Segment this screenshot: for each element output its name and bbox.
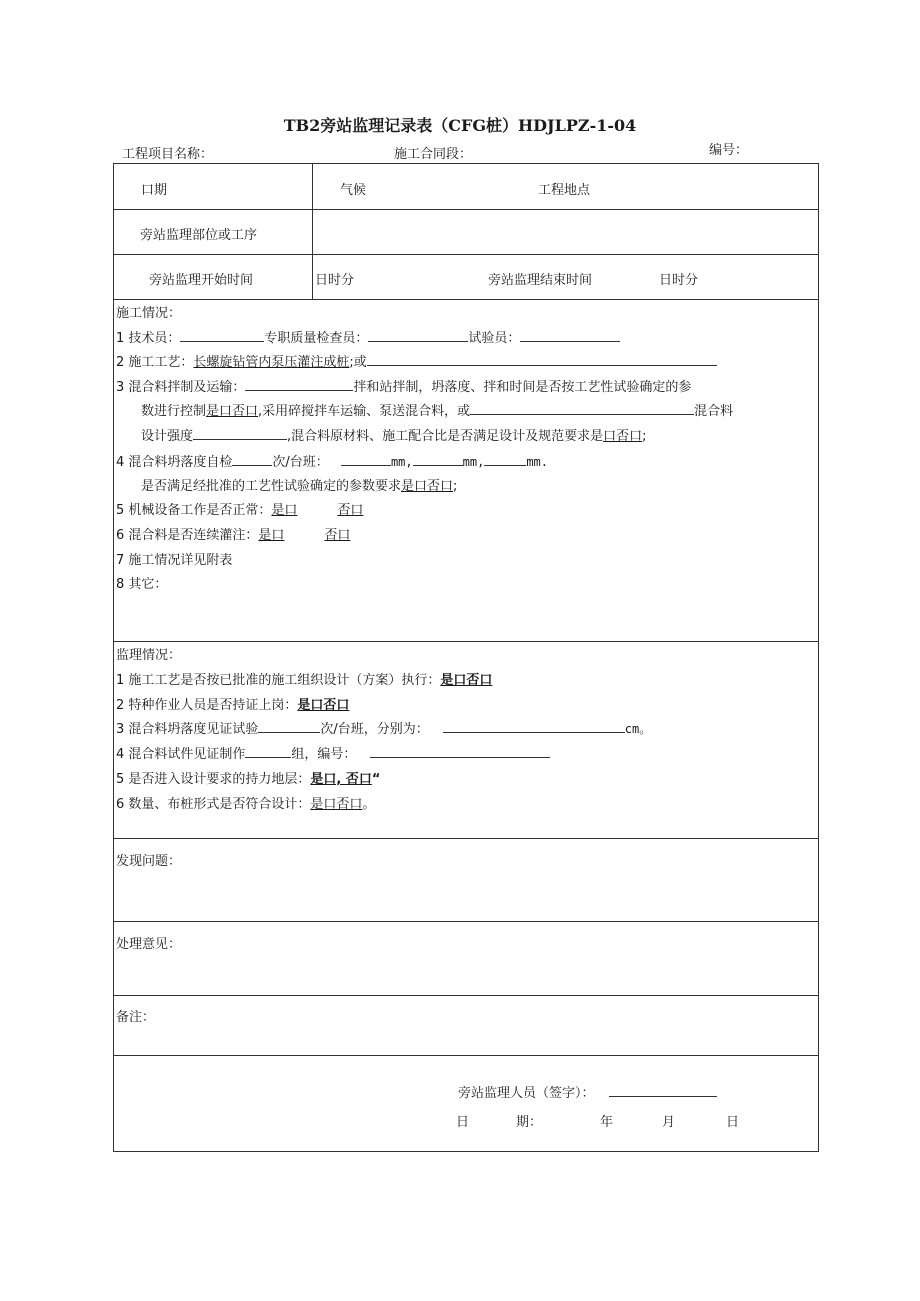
row-divider	[113, 299, 819, 300]
construction-line-3: 3 混合料拌制及运输： 拌和站拌制，坍落度、拌和时间是否按工艺性试验确定的参	[116, 376, 691, 395]
row-divider	[113, 641, 819, 642]
construction-line-2: 2 施工工艺：长螺旋钻管内泵压灌注成桩;或	[116, 351, 717, 370]
problems-label: 发现问题：	[116, 854, 182, 869]
construction-line-4: 数进行控制是口否口,采用碎搅拌车运输、泵送混合料，或 混合料	[141, 400, 733, 419]
signature-day: 日	[726, 1115, 740, 1130]
record-table	[113, 163, 819, 1152]
row-divider	[113, 209, 819, 210]
start-time-value: 日时分	[315, 273, 355, 288]
opinion-label: 处理意见：	[116, 937, 182, 952]
start-time-label: 旁站监理开始时间	[149, 273, 254, 288]
signature-date-char-1: 日	[456, 1115, 470, 1130]
row-divider	[113, 995, 819, 996]
page-title: TB2旁站监理记录表（CFG桩）HDJLPZ-1-04	[283, 116, 637, 135]
construction-line-8: 5 机械设备工作是否正常：是口 否口	[116, 503, 364, 518]
supervision-line-2: 2 特种作业人员是否持证上岗：是口否口	[116, 698, 350, 713]
end-time-value: 日时分	[659, 273, 699, 288]
construction-line-6: 4 混合料坍落度自检 次/台班： mm, mm, mm.	[116, 451, 548, 470]
end-time-label: 旁站监理结束时间	[488, 273, 593, 288]
supervision-heading: 监理情况：	[116, 648, 182, 663]
row-divider	[113, 838, 819, 839]
supervision-line-5: 5 是否进入设计要求的持力地层：是口, 否口“	[116, 772, 381, 787]
row-divider	[113, 921, 819, 922]
weather-label: 气候	[340, 183, 367, 198]
column-divider	[312, 163, 313, 299]
number-label: 编号：	[709, 143, 749, 158]
date-label: 口期	[141, 183, 168, 198]
construction-line-7: 是否满足经批准的工艺性试验确定的参数要求是口否口;	[141, 479, 458, 494]
supervision-line-1: 1 施工工艺是否按已批准的施工组织设计（方案）执行：是口否口	[116, 673, 493, 688]
construction-line-9: 6 混合料是否连续灌注：是口 否口	[116, 528, 351, 543]
contract-label: 施工合同段：	[394, 147, 473, 162]
construction-heading: 施工情况：	[116, 306, 182, 321]
supervision-line-4: 4 混合料试件见证制作 组，编号：	[116, 743, 550, 762]
supervision-line-6: 6 数量、布桩形式是否符合设计：是口否口。	[116, 797, 376, 812]
construction-line-10: 7 施工情况详见附表	[116, 553, 233, 568]
row-divider	[113, 1055, 819, 1056]
construction-line-5: 设计强度 ,混合料原材料、施工配合比是否满足设计及规范要求是口否口;	[141, 425, 647, 444]
location-label: 工程地点	[538, 183, 591, 198]
remarks-label: 备注：	[116, 1010, 156, 1025]
supervision-part-label: 旁站监理部位或工序	[140, 228, 258, 243]
construction-line-11: 8 其它：	[116, 577, 168, 592]
construction-line-1: 1 技术员： 专职质量检查员： 试验员：	[116, 327, 620, 346]
signature-year: 年	[600, 1115, 614, 1130]
project-name-label: 工程项目名称：	[122, 147, 214, 162]
signature-line: 旁站监理人员（签字）：	[458, 1082, 717, 1101]
signature-date-char-2: 期：	[516, 1115, 543, 1130]
signature-month: 月	[662, 1115, 676, 1130]
supervision-line-3: 3 混合料坍落度见证试验 次/台班，分别为： cm。	[116, 718, 651, 737]
row-divider	[113, 254, 819, 255]
